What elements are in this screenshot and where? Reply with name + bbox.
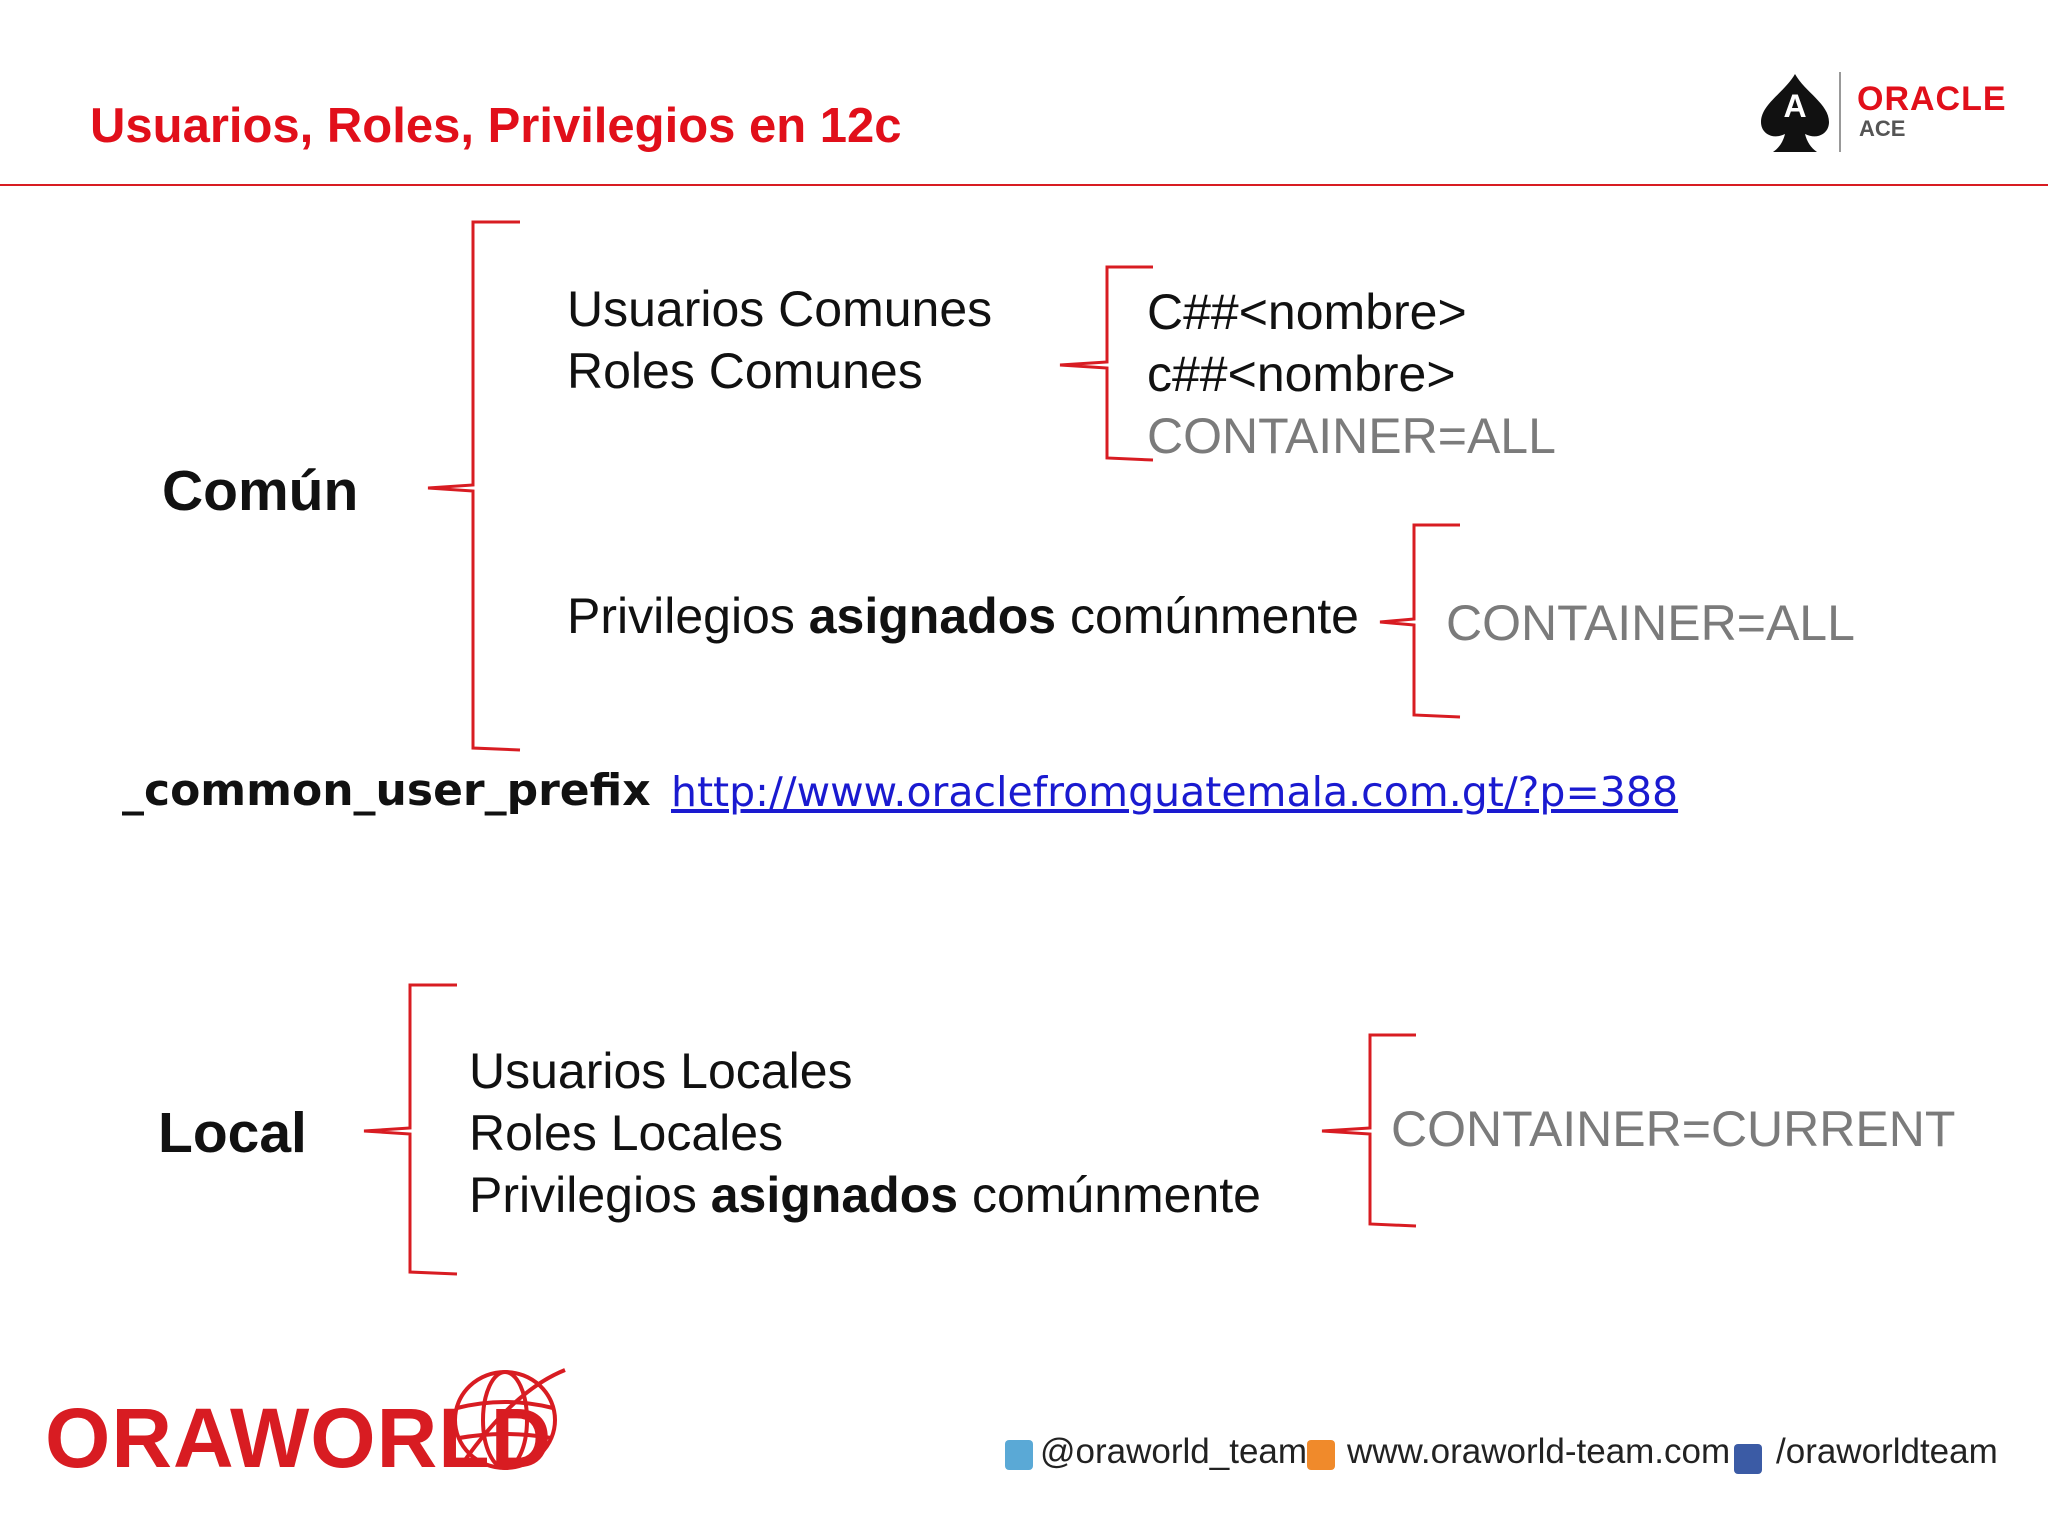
brace-local (364, 985, 457, 1274)
container-all-2: CONTAINER=ALL (1446, 595, 1855, 651)
priv-suffix: comúnmente (958, 1167, 1261, 1223)
twitter-handle[interactable]: @oraworld_team (1040, 1432, 1308, 1471)
slide-title: Usuarios, Roles, Privilegios en 12c (90, 99, 902, 153)
blog-icon (1307, 1440, 1335, 1470)
ace-sub-text: ACE (1859, 116, 1906, 141)
local-label: Local (158, 1101, 307, 1165)
name-lower: c##<nombre> (1147, 346, 1456, 402)
facebook-icon (1734, 1444, 1762, 1474)
blog-url[interactable]: www.oraworld-team.com (1347, 1432, 1731, 1471)
priv-prefix: Privilegios (567, 588, 809, 644)
roles-comunes: Roles Comunes (567, 343, 923, 399)
reference-link[interactable]: http://www.oraclefromguatemala.com.gt/?p=388 (671, 768, 1679, 816)
priv-bold: asignados (710, 1167, 959, 1223)
name-upper: C##<nombre> (1147, 284, 1467, 340)
privilegios-local (469, 1164, 1261, 1226)
oraworld-text: ORAWORLD (45, 1391, 553, 1485)
priv-suffix: comúnmente (1056, 588, 1359, 644)
brace-names (1060, 267, 1153, 460)
twitter-icon (1005, 1440, 1033, 1470)
facebook-page[interactable]: /oraworldteam (1776, 1432, 1998, 1471)
ace-badge-letter: A (1783, 88, 1807, 124)
oraworld-logo (45, 1360, 625, 1490)
comun-label: Común (162, 459, 359, 523)
oracle-brand-text: ORACLE (1857, 80, 2007, 118)
common-user-prefix: _common_user_prefix (122, 765, 651, 816)
brace-comun (428, 222, 520, 750)
privilegios-comun (567, 585, 1359, 647)
roles-locales: Roles Locales (469, 1105, 784, 1161)
usuarios-comunes: Usuarios Comunes (567, 281, 993, 337)
usuarios-locales: Usuarios Locales (469, 1043, 853, 1099)
priv-bold: asignados (808, 588, 1057, 644)
priv-prefix: Privilegios (469, 1167, 711, 1223)
container-all-1: CONTAINER=ALL (1147, 408, 1556, 464)
container-current: CONTAINER=CURRENT (1391, 1101, 1956, 1157)
